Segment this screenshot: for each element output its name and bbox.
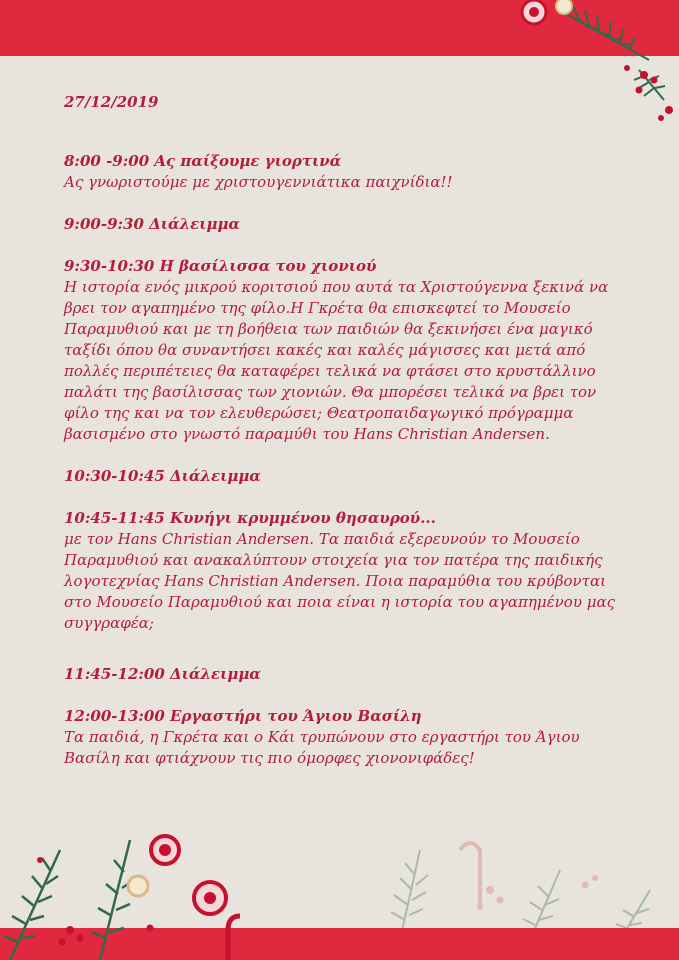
schedule-item bbox=[64, 508, 624, 634]
schedule-item-text: Ας γνωριστούμε με χριστουγεννιάτικα παιχνίδια!! bbox=[64, 173, 453, 191]
schedule-item-text: Τα παιδιά, η Γκρέτα και ο Κάι τρυπώνουν στο εργαστήρι του Άγιου Βασίλη και φτιάχνουν τις πιο όμορφες χιονονιφάδες! bbox=[64, 728, 580, 767]
schedule-item-text: Η ιστορία ενός μικρού κοριτσιού που αυτά τα Χριστούγεννα ξεκινά να βρει τον αγαπημένο της φίλο.Η Γκρέτα θα επισκεφτεί το Μουσείο Παραμυθιού και με τη βοήθεια των παιδιών θα ξεκινήσει ένα μαγικό ταξίδι όπου θα συναντήσει κακές και καλές μάγισσες και μετά από πολλές περιπέτειες θα καταφέρει τελικά να φτάσει στο κρυστάλλινο παλάτι της βασίλισσας των χιονιών. Θα μπορέσει τελικά να βρει τον φίλο της και να τον ελευθερώσει; Θεατροπαιδαγωγικό πρόγραμμα βασισμένο στο γνωστό παραμύθι του Hans Christian Andersen. bbox=[64, 278, 609, 443]
pine-branch-icon bbox=[330, 830, 679, 940]
schedule-item-heading: 10:30-10:45 Διάλειμμα bbox=[64, 467, 261, 485]
schedule-item bbox=[64, 256, 624, 445]
schedule-item-heading: 11:45-12:00 Διάλειμμα bbox=[64, 665, 261, 683]
pine-branch-icon bbox=[0, 820, 260, 960]
schedule-item-text: με τον Hans Christian Andersen. Τα παιδιά εξερευνούν το Μουσείο Παραμυθιού και ανακαλύπτουν στοιχεία για τον πατέρα της παιδικής λογοτεχνίας Hans Christian Andersen. Ποια παραμύθια του κρύβονται στο Μουσείο Παραμυθιού και ποια είναι η ιστορία του αγαπημένου μας συγγραφέα; bbox=[64, 530, 615, 632]
schedule-item bbox=[64, 466, 624, 487]
schedule-item bbox=[64, 151, 624, 193]
schedule-item bbox=[64, 664, 624, 685]
candy-icon bbox=[151, 836, 240, 960]
schedule-item bbox=[64, 214, 624, 235]
candy-icon bbox=[522, 0, 546, 24]
schedule-item-heading: 8:00 -9:00 Ας παίξουμε γιορτινά bbox=[64, 152, 342, 170]
schedule-item bbox=[64, 706, 624, 769]
schedule-item-heading: 9:30-10:30 Η βασίλισσα του χιονιού bbox=[64, 257, 377, 275]
schedule-item-heading: 12:00-13:00 Εργαστήρι του Άγιου Βασίλη bbox=[64, 707, 422, 725]
schedule-item-heading: 10:45-11:45 Κυνήγι κρυμμένου θησαυρού... bbox=[64, 509, 436, 527]
event-date: 27/12/2019 bbox=[64, 93, 159, 111]
schedule-content bbox=[64, 92, 624, 790]
schedule-item-heading: 9:00-9:30 Διάλειμμα bbox=[64, 215, 240, 233]
